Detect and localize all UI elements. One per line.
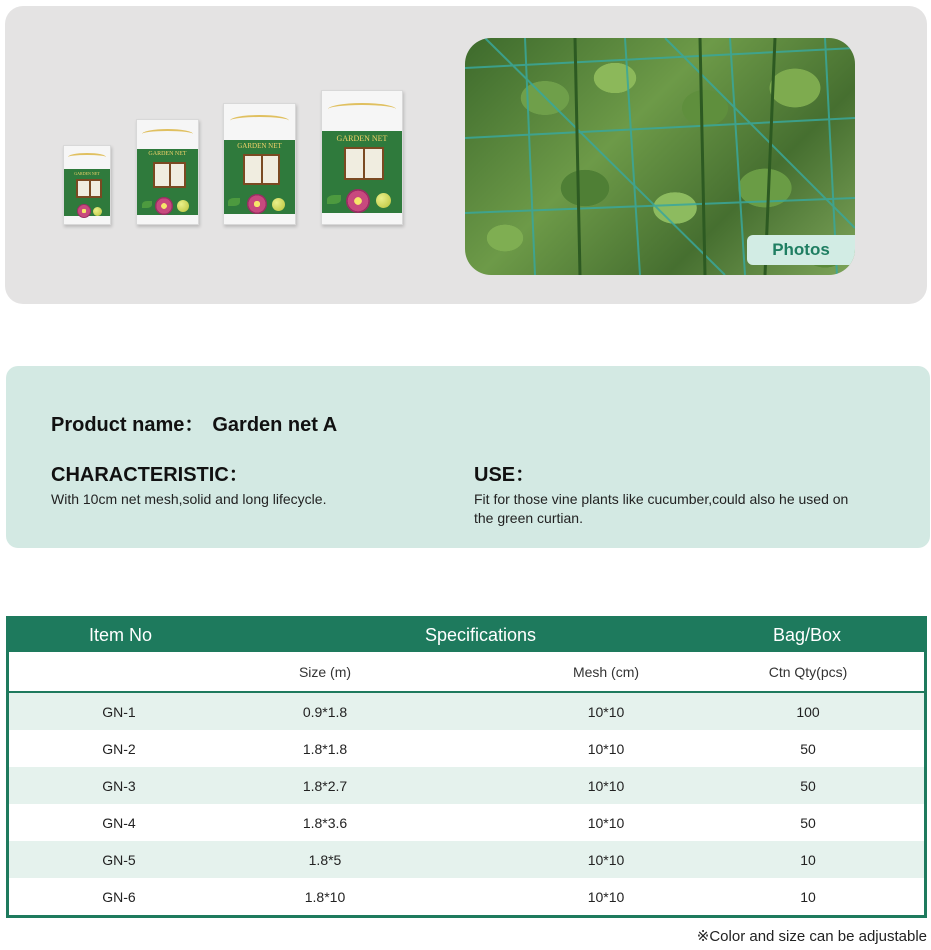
characteristic-text: With 10cm net mesh,solid and long lifecycle. [51, 491, 327, 507]
cell-item: GN-6 [102, 889, 136, 905]
product-info-panel [6, 366, 930, 548]
cell-qty: 50 [800, 815, 816, 831]
table-row [9, 767, 924, 804]
cell-item: GN-3 [102, 778, 136, 794]
package-image-xlarge [321, 90, 403, 225]
cell-qty: 10 [800, 889, 816, 905]
subheader-qty: Ctn Qty(pcs) [768, 664, 848, 680]
cell-size: 1.8*1.8 [302, 741, 348, 757]
table-row [9, 804, 924, 841]
cell-qty: 50 [800, 741, 816, 757]
specifications-table [6, 616, 927, 918]
cell-item: GN-1 [102, 704, 136, 720]
table-subheader [9, 652, 924, 693]
cell-item: GN-2 [102, 741, 136, 757]
cell-size: 1.8*3.6 [302, 815, 348, 831]
cell-item: GN-5 [102, 852, 136, 868]
header-specifications: Specifications [425, 625, 537, 645]
subheader-mesh: Mesh (cm) [572, 664, 640, 680]
header-bag-box: Bag/Box [773, 625, 842, 645]
table-header [9, 619, 924, 652]
cell-mesh: 10*10 [587, 741, 625, 757]
package-label: GARDEN NET [148, 151, 187, 158]
subheader-size: Size (m) [298, 664, 352, 680]
use-text: Fit for those vine plants like cucumber,could also he used on the green curtian. [474, 491, 849, 526]
package-image-large [223, 103, 296, 225]
package-label: GARDEN NET [74, 170, 100, 176]
cell-mesh: 10*10 [587, 778, 625, 794]
table-row [9, 693, 924, 730]
cell-mesh: 10*10 [587, 704, 625, 720]
cell-item: GN-4 [102, 815, 136, 831]
photos-tag: Photos [747, 235, 855, 265]
cell-qty: 100 [796, 704, 820, 720]
use-heading: USE： [474, 464, 536, 486]
cell-mesh: 10*10 [587, 815, 625, 831]
header-item-no: Item No [89, 625, 153, 645]
package-label: GARDEN NET [336, 133, 388, 143]
cell-mesh: 10*10 [587, 889, 625, 905]
cell-qty: 50 [800, 778, 816, 794]
package-image-small [63, 145, 111, 225]
product-name-label: Product name： [51, 414, 205, 436]
table-row [9, 878, 924, 915]
cell-size: 1.8*2.7 [302, 778, 348, 794]
cell-size: 1.8*5 [308, 852, 342, 868]
cell-size: 0.9*1.8 [302, 704, 348, 720]
characteristic-heading: CHARACTERISTIC： [51, 464, 249, 486]
cell-qty: 10 [800, 852, 816, 868]
table-row [9, 730, 924, 767]
footnote: ※Color and size can be adjustable [696, 928, 927, 945]
product-name-value: Garden net A [212, 414, 338, 436]
product-name [51, 408, 337, 437]
cell-mesh: 10*10 [587, 852, 625, 868]
cell-size: 1.8*10 [304, 889, 346, 905]
package-label: GARDEN NET [237, 142, 282, 151]
garden-net-photo [465, 38, 855, 275]
table-row [9, 841, 924, 878]
package-image-medium [136, 119, 199, 225]
product-images-panel [5, 6, 927, 304]
